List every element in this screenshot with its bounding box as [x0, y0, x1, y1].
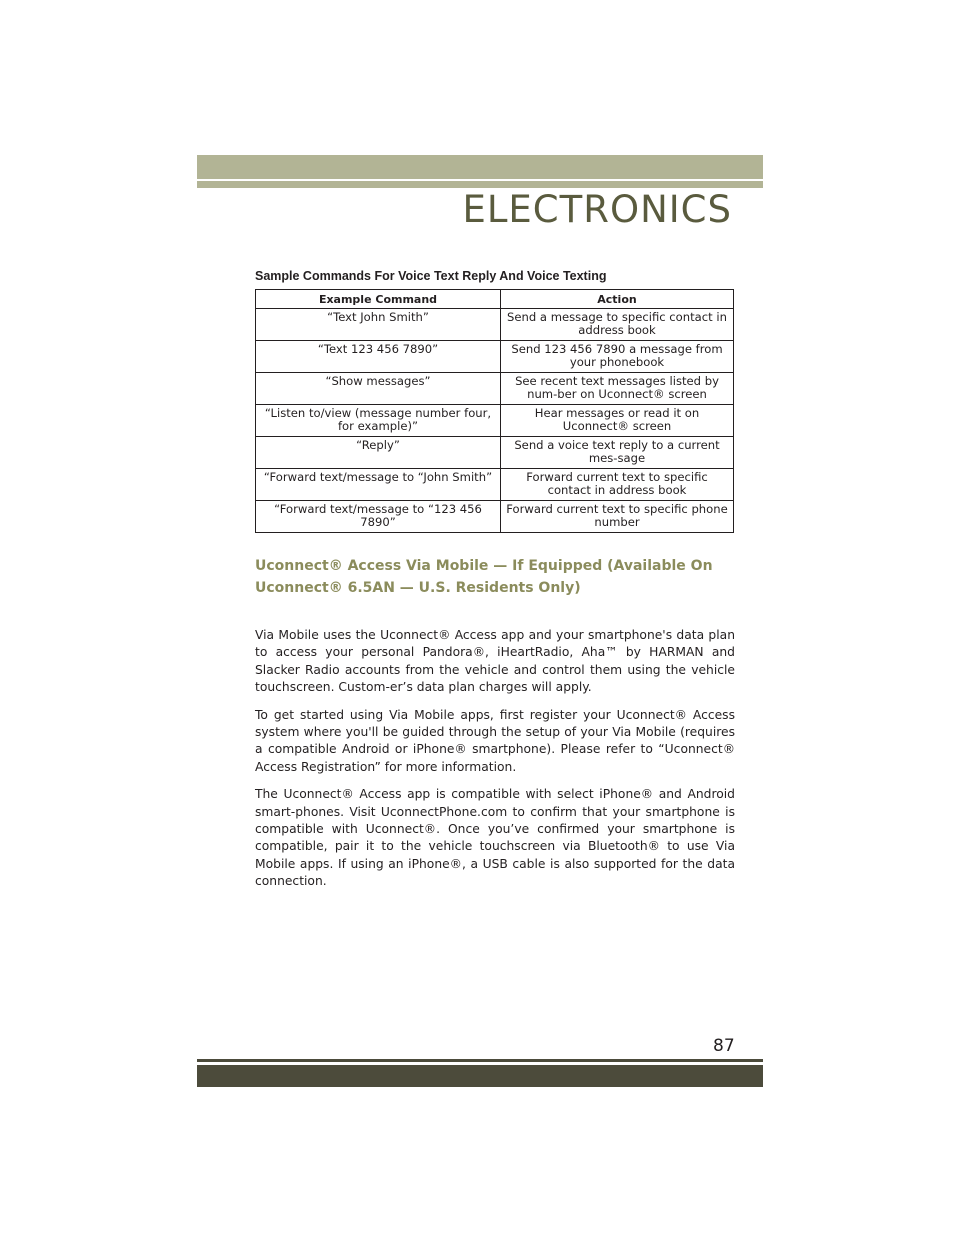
action-cell: Hear messages or read it on Uconnect® screen	[501, 405, 734, 437]
command-cell: “Text 123 456 7890”	[256, 341, 501, 373]
paragraph: To get started using Via Mobile apps, first register your Uconnect® Access system where you'll be guided through the setup of your Via Mobile (requires a compatible Android or iPhone® smartphone). Please refer to “Uconnect® Access Registration” for more information.	[255, 707, 735, 774]
action-cell: Forward current text to specific phone number	[501, 501, 734, 533]
page-number: 87	[713, 1036, 735, 1056]
column-header-command: Example Command	[256, 290, 501, 309]
command-cell: “Listen to/view (message number four, for example)”	[256, 405, 501, 437]
command-cell: “Reply”	[256, 437, 501, 469]
table-row	[256, 501, 734, 533]
action-cell: Forward current text to specific contact in address book	[501, 469, 734, 501]
table-row	[256, 341, 734, 373]
footer-rule	[197, 1059, 763, 1062]
action-cell: Send a message to specific contact in address book	[501, 309, 734, 341]
footer-bar	[197, 1065, 763, 1087]
table-row	[256, 437, 734, 469]
section-heading: Uconnect® Access Via Mobile — If Equipped (Available On Uconnect® 6.5AN — U.S. Residents Only)	[255, 558, 713, 596]
table-row	[256, 469, 734, 501]
table-header-row	[256, 290, 734, 309]
action-cell: Send a voice text reply to a current mes-sage	[501, 437, 734, 469]
action-cell: Send 123 456 7890 a message from your phonebook	[501, 341, 734, 373]
command-cell: “Forward text/message to “John Smith”	[256, 469, 501, 501]
paragraph: Via Mobile uses the Uconnect® Access app and your smartphone's data plan to access your personal Pandora®, iHeartRadio, Aha™ by HARMAN and Slacker Radio accounts from the vehicle and control them using the vehicle touchscreen. Custom-er’s data plan charges will apply.	[255, 628, 735, 695]
command-cell: “Text John Smith”	[256, 309, 501, 341]
table-title: Sample Commands For Voice Text Reply And Voice Texting	[255, 269, 607, 283]
action-cell: See recent text messages listed by num-ber on Uconnect® screen	[501, 373, 734, 405]
command-cell: “Show messages”	[256, 373, 501, 405]
header-rule	[197, 181, 763, 188]
table-row	[256, 405, 734, 437]
sample-commands-table	[255, 289, 734, 533]
table-row	[256, 373, 734, 405]
header-bar	[197, 155, 763, 179]
command-cell: “Forward text/message to “123 456 7890”	[256, 501, 501, 533]
paragraph: The Uconnect® Access app is compatible with select iPhone® and Android smart-phones. Visit UconnectPhone.com to confirm that your smartphone is compatible with Uconnect®. Once you’ve confirmed your smartphone is compatible, pair it to the vehicle touchscreen via Bluetooth® to use Via Mobile apps. If using an iPhone®, a USB cable is also supported for the data connection.	[255, 787, 735, 889]
section-title: ELECTRONICS	[462, 188, 732, 231]
table-row	[256, 309, 734, 341]
column-header-action: Action	[501, 290, 734, 309]
body-text	[255, 627, 735, 901]
